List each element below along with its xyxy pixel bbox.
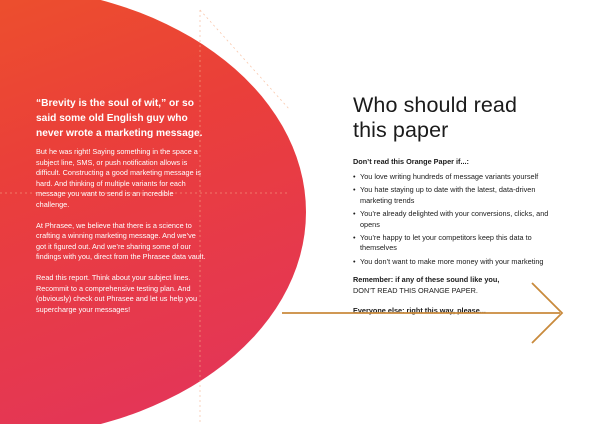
bullet-icon: •	[353, 209, 356, 219]
reminder-line-1: Remember: if any of these sound like you,	[353, 275, 500, 285]
list-item: • You love writing hundreds of message variants yourself	[353, 172, 539, 181]
intro-paragraph-2: At Phrasee, we believe that there is a science to crafting a winning marketing message. And we’ve got it figured out. And we’re sharing some of our findings with you, direct from the Phrasee data vault.	[36, 220, 206, 262]
list-item: • You hate staying up to date with the latest, data-driven marketing trends	[353, 185, 536, 205]
bullet-icon: •	[353, 185, 356, 195]
intro-paragraph-1: But he was right! Saying something in the space a subject line, SMS, or push notification allows is difficult. Constructing a good marketing message is hard. And thinking of multiple variants for each message you want to send is an incredible challenge.	[36, 147, 201, 209]
bullet-icon: •	[353, 172, 356, 181]
warning-subhead: Don’t read this Orange Paper if...:	[353, 157, 469, 166]
pull-quote: “Brevity is the soul of wit,” or so said some old English guy who never wrote a marketing message.	[36, 98, 203, 139]
list-item: • You’re already delighted with your conversions, clicks, and opens	[353, 209, 549, 229]
intro-paragraph-3: Read this report. Think about your subject lines. Recommit to a comprehensive testing plan. And (obviously) check out Phrasee and let us help you supercharge your messages!	[36, 272, 198, 314]
page-title: Who should read this paper	[353, 93, 518, 142]
list-item: • You’re happy to let your competitors keep this data to themselves	[353, 233, 532, 253]
bullet-icon: •	[353, 256, 356, 266]
bullet-icon: •	[353, 233, 356, 243]
everyone-else-text: Everyone else: right this way, please...	[353, 306, 486, 316]
reminder-line-2: DON’T READ THIS ORANGE PAPER.	[353, 285, 478, 295]
list-item: • You don’t want to make more money with your marketing	[353, 256, 544, 266]
